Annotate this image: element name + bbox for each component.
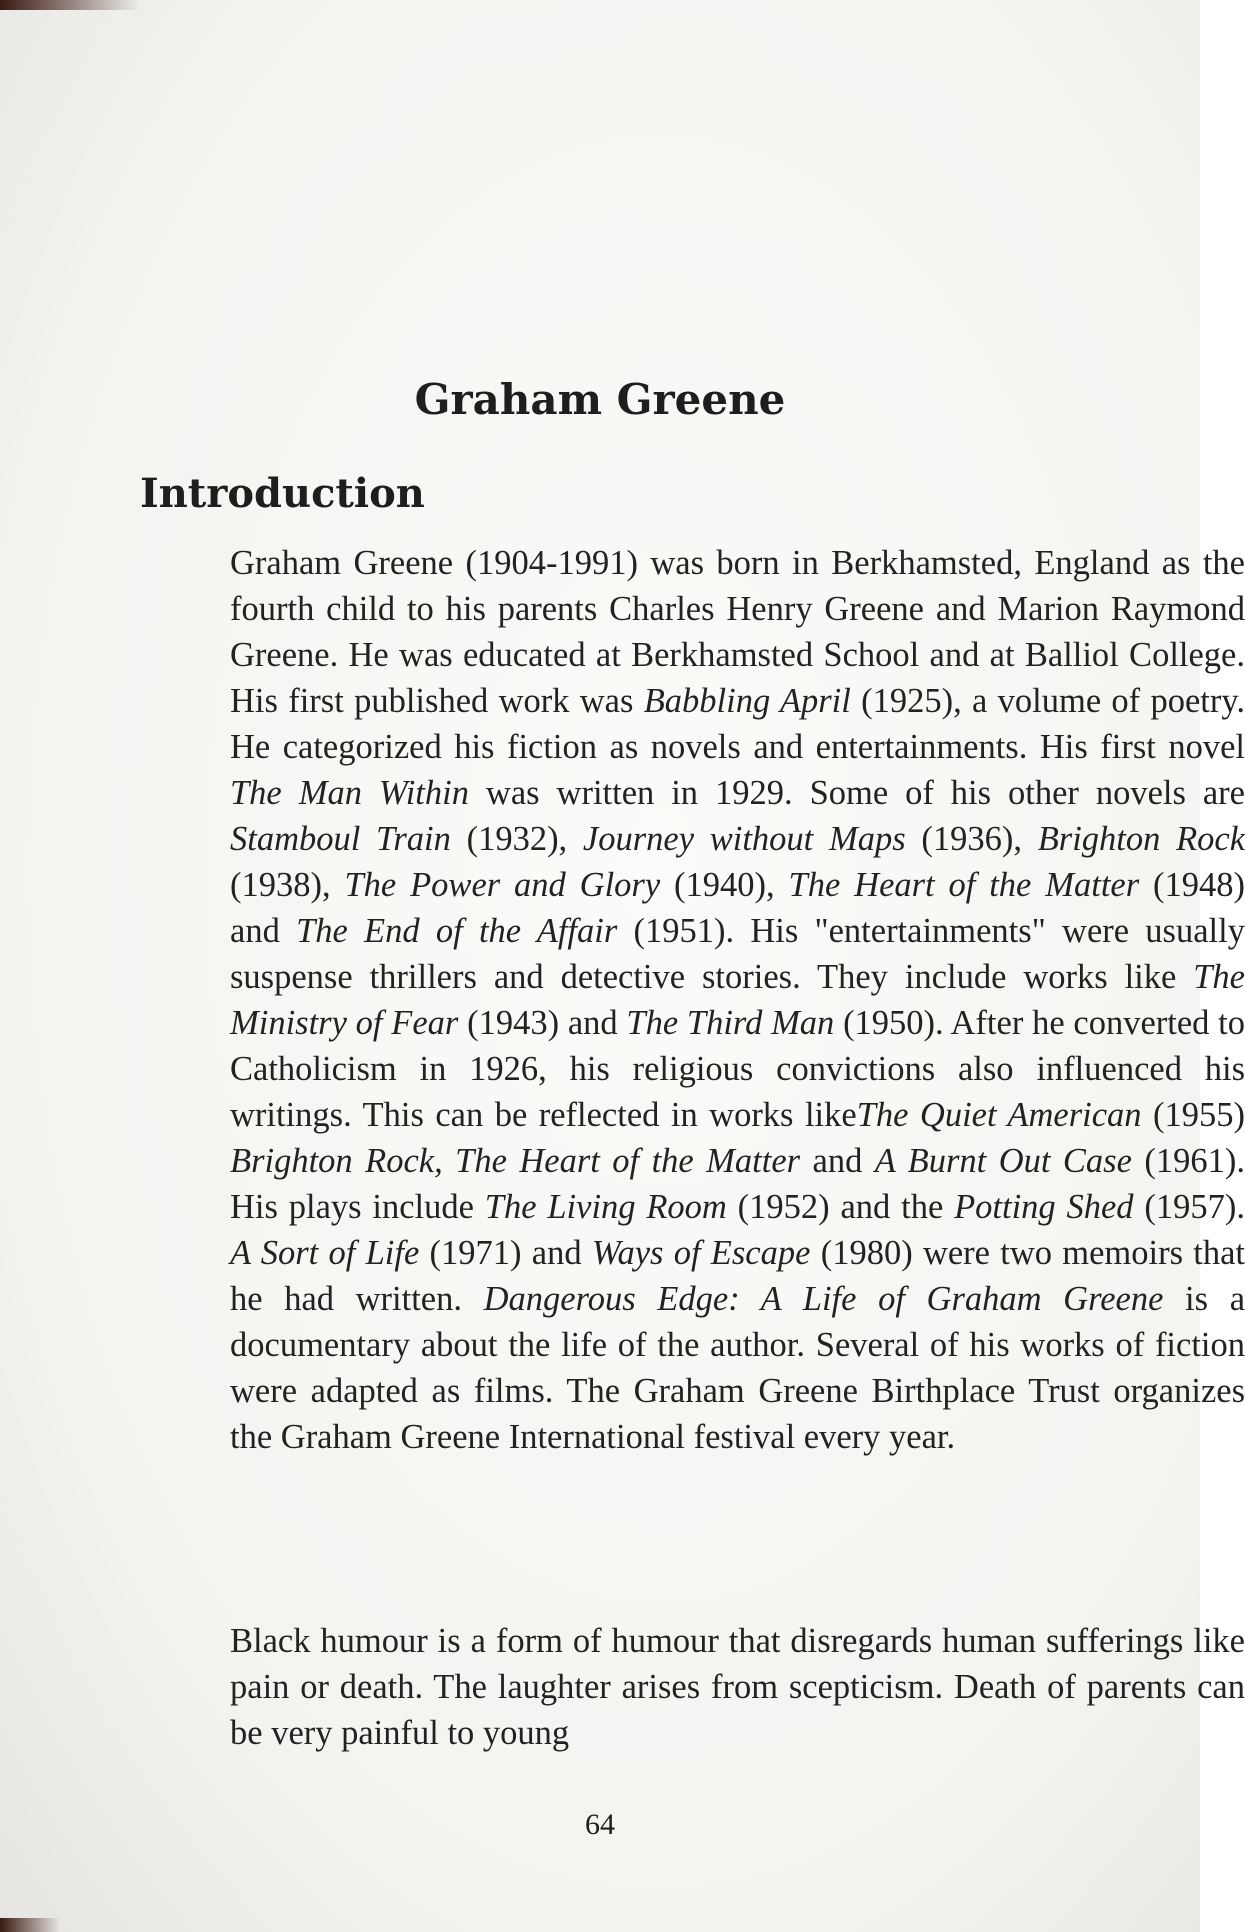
paragraph-introduction — [145, 540, 1245, 1460]
work-title: A Burnt Out Case — [874, 1142, 1132, 1180]
page-number: 64 — [585, 1808, 615, 1841]
text-span: (1938), — [230, 866, 345, 904]
work-title: The Man Within — [230, 774, 469, 812]
work-title: The Third Man — [626, 1004, 835, 1042]
text-span: (1925), a volume of poetry. He categorized his fiction as novels and entertainments. His first novel — [230, 682, 1245, 766]
chapter-title: Graham Greene — [414, 375, 786, 424]
text-span: (1951). His "entertainments" were usually suspense thrillers and detective stories. They include works like — [230, 912, 1245, 996]
paragraph-black-humour: Black humour is a form of humour that disregards human sufferings like pain or death. The laughter arises from scepticism. Death of parents can be very painful to young — [230, 1622, 1245, 1752]
text-span: (1932), — [450, 820, 583, 858]
text-span: (1952) and the — [726, 1188, 955, 1226]
work-title: The Power and Glory — [344, 866, 661, 904]
text-span: (1955) — [1141, 1096, 1245, 1134]
text-span: and — [800, 1142, 875, 1180]
work-title: Brighton Rock — [1037, 820, 1245, 858]
text-span: (1943) and — [458, 1004, 627, 1042]
text-span: is a documentary about the life of the author. Several of his works of fiction were adapted as films. The Graham Greene Birthplace Trust organizes the Graham Greene International festival every year. — [230, 1280, 1245, 1456]
text-span: (1948) and — [230, 866, 1245, 950]
text-span: (1957). — [1133, 1188, 1245, 1226]
work-title: The Living Room — [484, 1188, 727, 1226]
text-span: (1980) were two memoirs that he had written. — [230, 1234, 1245, 1318]
text-span: (1971) and — [419, 1234, 592, 1272]
work-title: The Ministry of Fear — [230, 958, 1245, 1042]
work-title: Stamboul Train — [230, 820, 451, 858]
work-title: Journey without Maps — [582, 820, 906, 858]
section-heading: Introduction — [140, 470, 425, 517]
work-title: A Sort of Life — [230, 1234, 420, 1272]
text-span: (1950). After he converted to Catholicism in 1926, his religious convictions also influenced his writings. This can be reflected in works like — [230, 1004, 1245, 1134]
work-title: Potting Shed — [954, 1188, 1134, 1226]
text-span: (1940), — [660, 866, 789, 904]
work-title: Babbling April — [643, 682, 851, 720]
work-title: Dangerous Edge: A Life of Graham Greene — [483, 1280, 1164, 1318]
page-edge-shadow-top — [0, 0, 140, 10]
work-title: Ways of Escape — [591, 1234, 811, 1272]
text-span: Graham Greene (1904-1991) was born in Berkhamsted, England as the fourth child to his parents Charles Henry Greene and Marion Raymond Greene. He was educated at Berkhamsted School and at Balliol College. His first published work was — [230, 544, 1245, 720]
work-title: The Heart of the Matter — [788, 866, 1140, 904]
page-edge-shadow-bottom — [0, 1918, 60, 1932]
text-span: was written in 1929. Some of his other novels are — [468, 774, 1245, 812]
text-span: (1961). His plays include — [230, 1142, 1245, 1226]
work-title: The End of the Affair — [296, 912, 618, 950]
work-title: Brighton Rock, The Heart of the Matter — [230, 1142, 801, 1180]
text-span: (1936), — [905, 820, 1038, 858]
work-title: The Quiet American — [856, 1096, 1142, 1134]
